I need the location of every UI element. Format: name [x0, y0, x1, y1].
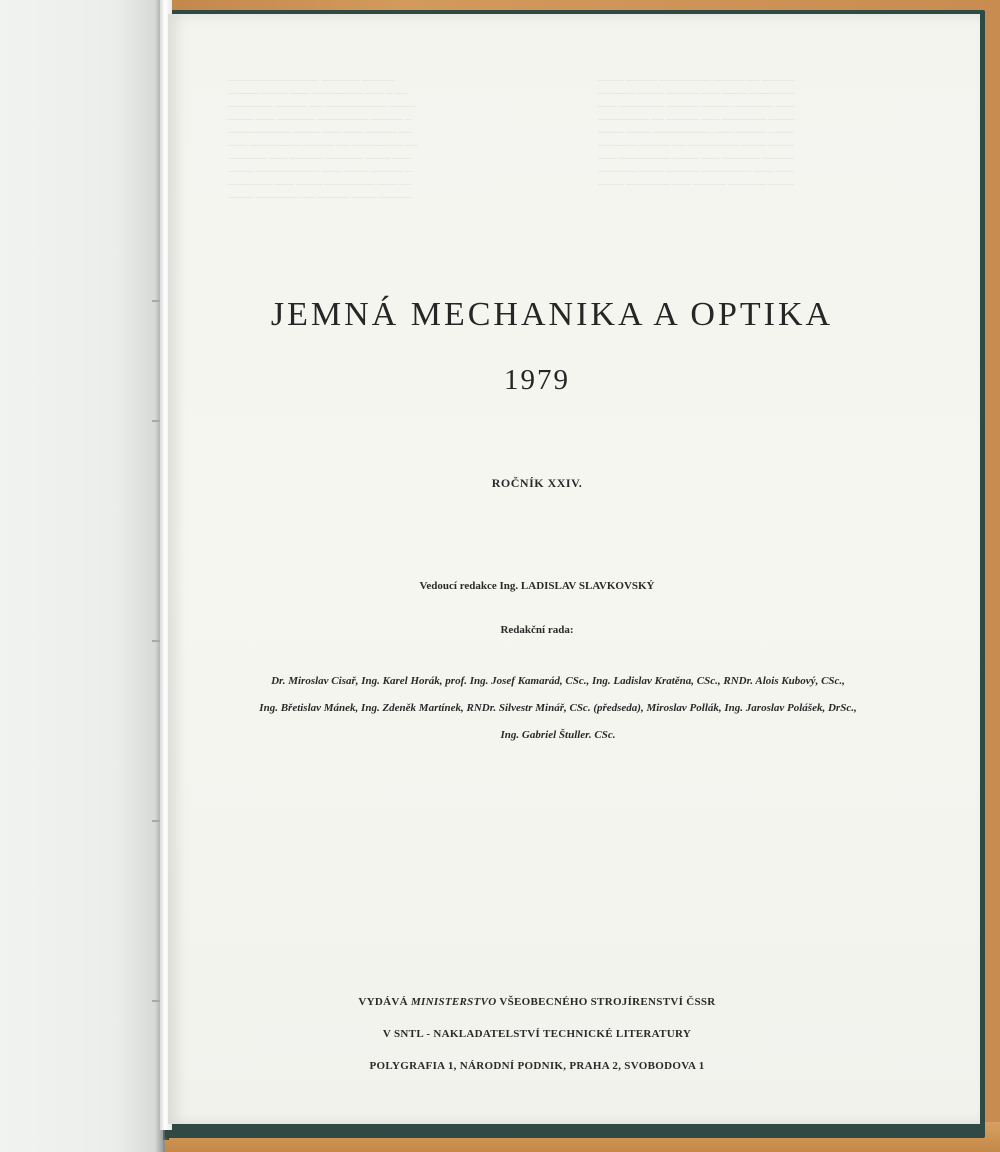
journal-title: JEMNÁ MECHANIKA A OPTIKA [270, 296, 834, 333]
left-page [0, 0, 165, 1152]
publisher-line-1-rest: VŠEOBECNÉHO STROJÍRENSTVÍ ČSSR [499, 996, 716, 1008]
editorial-board-members [208, 668, 908, 749]
board-members-line: Ing. Břetislav Mánek, Ing. Zdeněk Martínek, RNDr. Silvestr Minář, CSc. (předseda), Miroslav Pollák, Ing. Jaroslav Polášek, DrSc., [259, 702, 857, 714]
binding-thread [152, 640, 160, 642]
publisher-line-1-italic: MINISTERSTVO [410, 996, 497, 1008]
editorial-board-heading: Redakční rada: [500, 624, 574, 636]
board-members-line: Dr. Miroslav Cisař, Ing. Karel Horák, prof. Ing. Josef Kamarád, CSc., Ing. Ladislav Kratěna, CSc., RNDr. Alois Kubový, CSc., [271, 675, 845, 687]
binding-thread [152, 1000, 160, 1002]
lead-editor-line: Vedoucí redakce Ing. LADISLAV SLAVKOVSKÝ [419, 580, 655, 592]
publisher-line-1-prefix: VYDÁVÁ [358, 996, 408, 1008]
title-page-content [168, 14, 980, 1124]
publisher-line-2: V SNTL - NAKLADATELSTVÍ TECHNICKÉ LITERATURY [382, 1028, 692, 1040]
title-page [168, 14, 980, 1124]
publication-year: 1979 [504, 364, 570, 396]
publisher-line-3: POLYGRAFIA 1, NÁRODNÍ PODNIK, PRAHA 2, SVOBODOVA 1 [369, 1060, 705, 1072]
publisher-block [168, 986, 906, 1082]
board-members-line: Ing. Gabriel Štuller. CSc. [500, 729, 616, 741]
binding-thread [152, 820, 160, 822]
binding-thread [152, 300, 160, 302]
show-through-text-left: ────────────── ────── ───── ───── ──── ─── ──────── ─── ─ ── ─────── ───── ── ────────── ──── ──── ─── ────── ──────── ───── ─ ────────── ──── ─── ─── ───── ── ─── ──────── ───── ── ──────── ── ────── ─── ───── ────── ──── ─── ──── ────────── ─── ──── ───── ─ ─────── ─── ──── ──────── ─── ── ──── ─────── ── ───── ──── ───── [228, 75, 418, 202]
binding-thread [152, 420, 160, 422]
volume-number: ROČNÍK XXIV. [491, 476, 583, 490]
publisher-line-1 [168, 986, 906, 1018]
show-through-text-right: ──── ───── ──────── ───── ── ───── ────── ──── ───── ─── ──── ─────── ─── ─────── ───── ───── ────── ─── ──────── ── ───── ─── ─────── ──── ──── ──── ───────── ─── ───── ──── ────── ───── ── ──────── ──── ──── ─── ──────── ──── ─── ────── ───── ────── ──── ───── ──────── ─── ─── ──── ─────── ─── ───── ────── ──── [598, 75, 795, 189]
